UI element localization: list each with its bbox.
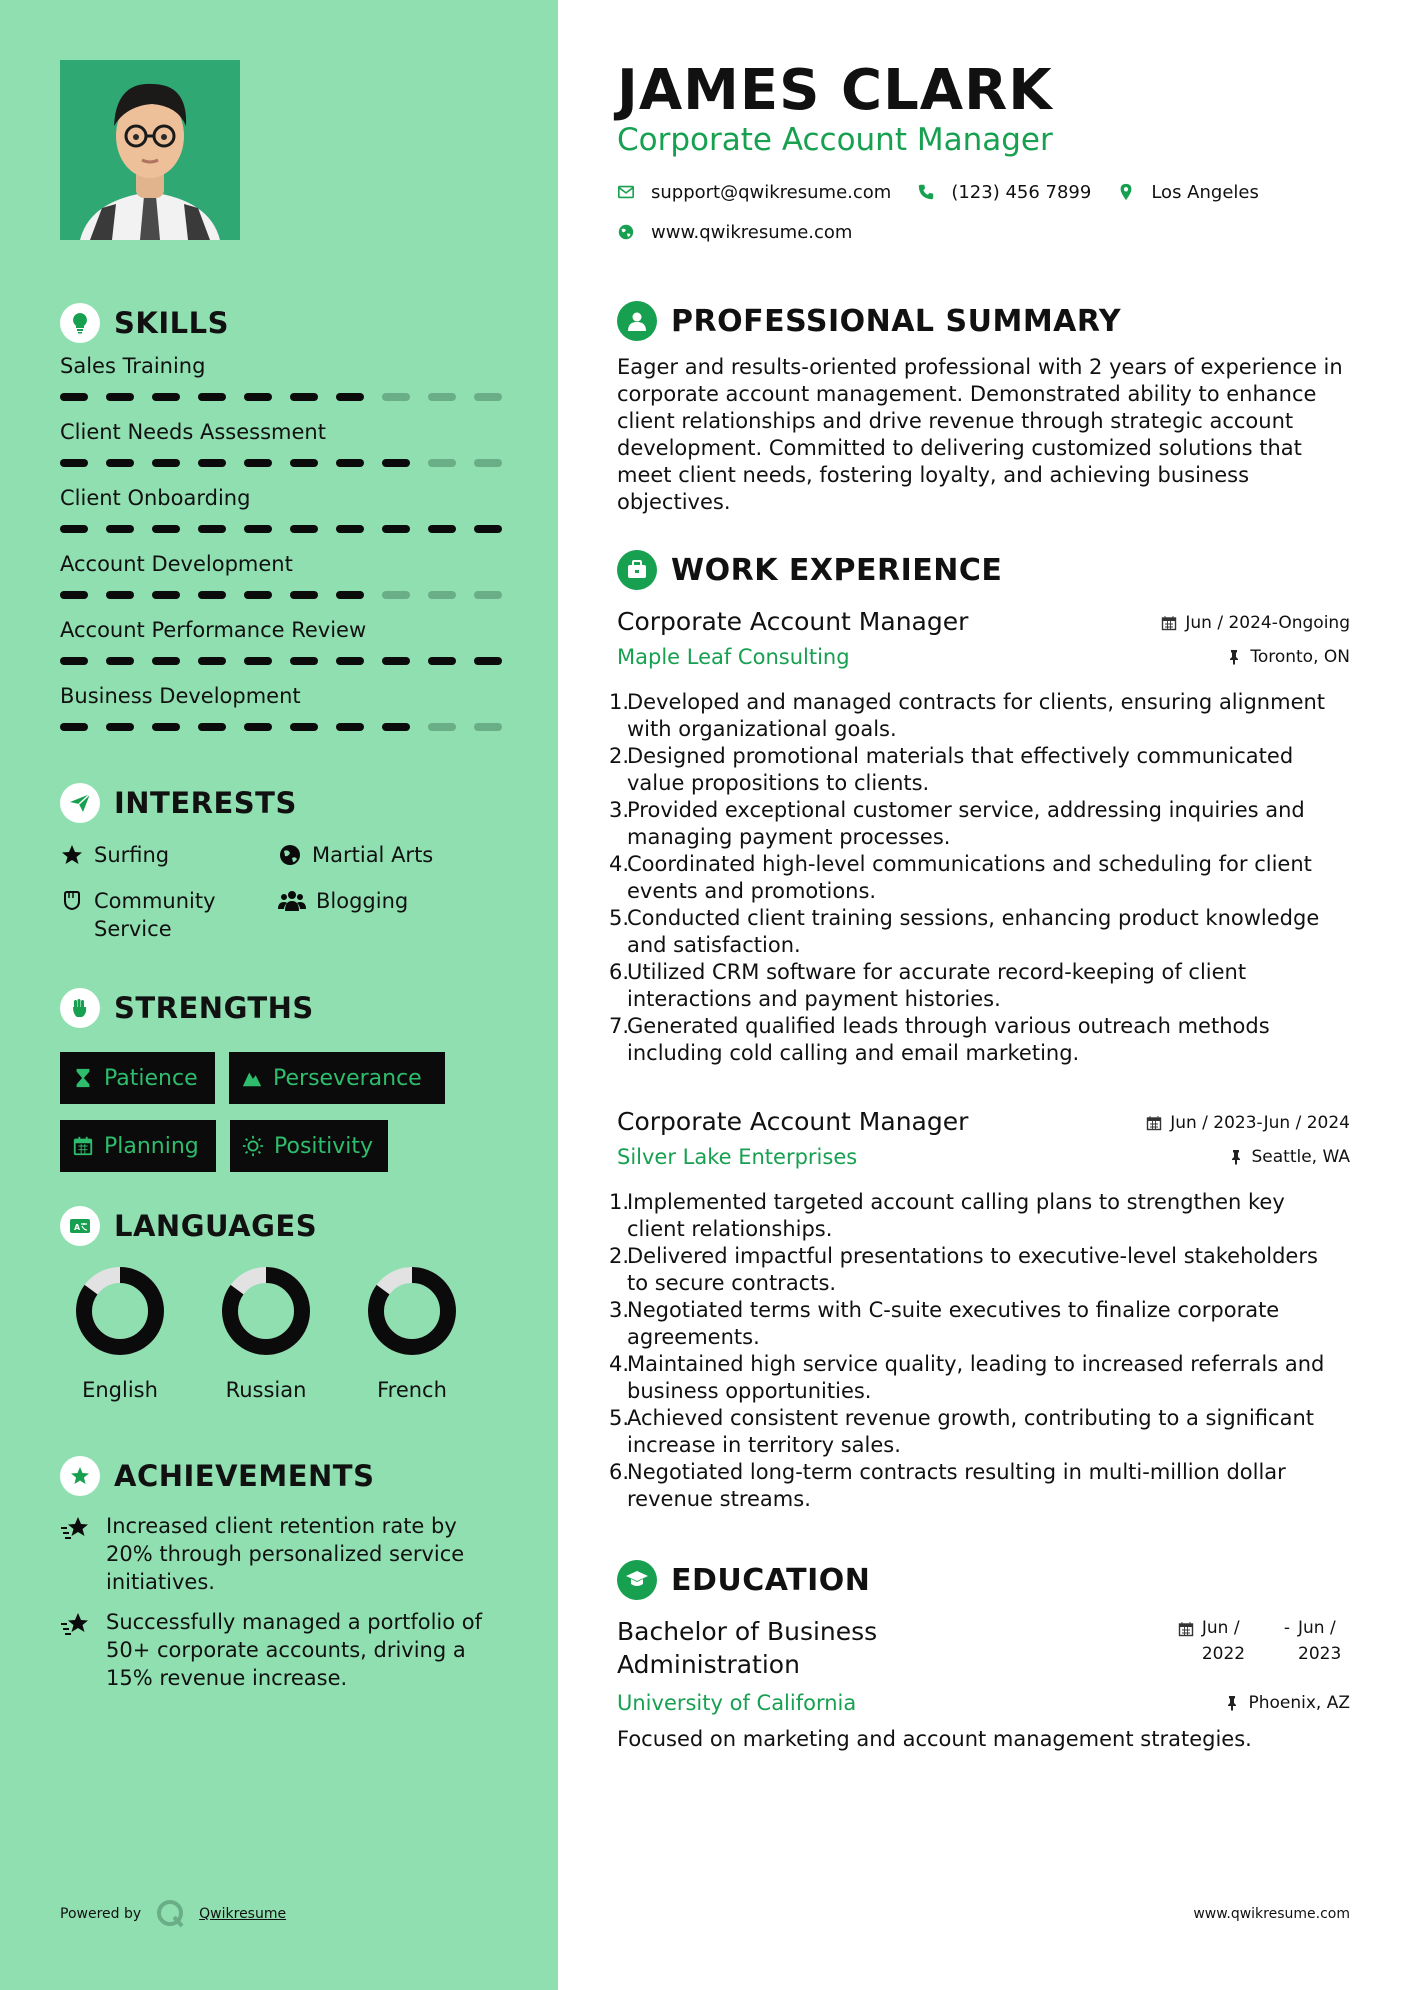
job-bullet-number: 5. <box>609 1406 630 1430</box>
interests-heading <box>60 783 500 823</box>
job-bullet <box>609 905 1350 959</box>
map-pin-icon <box>1117 183 1135 201</box>
powered-by-label: Powered by <box>60 1906 142 1922</box>
job-bullet <box>609 1351 1350 1405</box>
skill-label: Client Needs Assessment <box>60 420 326 444</box>
sidebar <box>0 0 558 1990</box>
job-bullet <box>609 1013 1350 1067</box>
achievement-item <box>60 1512 500 1596</box>
skill-dash-filled <box>244 591 272 599</box>
experience-section <box>609 549 1350 1513</box>
mountain-icon <box>241 1067 263 1089</box>
qwikresume-logo-icon <box>155 1898 187 1930</box>
achievement-text: Successfully managed a portfolio of 50+ corporate accounts, driving a 15% revenue increase. <box>106 1610 483 1690</box>
skills-heading <box>60 303 500 343</box>
strength-perseverance <box>229 1052 445 1104</box>
language-item <box>60 1266 180 1402</box>
job-bullet-number: 1. <box>609 690 630 714</box>
education-heading <box>617 1559 1350 1601</box>
job-bullet-text: Implemented targeted account calling plans to strengthen key client relationships. <box>627 1190 1285 1241</box>
skill-dash-empty <box>428 723 456 731</box>
envelope-icon <box>617 183 635 201</box>
job-bullet-number: 2. <box>609 744 630 768</box>
skill-dash-filled <box>152 591 180 599</box>
education-subheader <box>617 1691 1350 1725</box>
skill-dash-filled <box>336 723 364 731</box>
job-role: Corporate Account Manager <box>617 607 969 636</box>
achievements-title: ACHIEVEMENTS <box>114 1459 375 1493</box>
skill-dash-filled <box>382 525 410 533</box>
education-location <box>1224 1693 1350 1713</box>
interest-item-martial-arts <box>278 841 433 869</box>
email-text: support@qwikresume.com <box>651 181 892 203</box>
skill-dash-filled <box>106 393 134 401</box>
footer-url[interactable]: www.qwikresume.com <box>1193 1906 1350 1922</box>
skill-dash-filled <box>290 657 318 665</box>
strength-patience <box>60 1052 215 1104</box>
skill-dash-filled <box>290 393 318 401</box>
skill-dash-filled <box>106 723 134 731</box>
achievements-list <box>60 1512 500 1692</box>
education-title: EDUCATION <box>671 1562 871 1598</box>
achievement-item <box>60 1608 500 1692</box>
strength-label: Positivity <box>274 1133 374 1159</box>
skill-label: Account Development <box>60 552 293 576</box>
skill-dash-filled <box>336 525 364 533</box>
job-bullet-number: 3. <box>609 1298 630 1322</box>
languages-heading <box>60 1206 500 1246</box>
globe-icon <box>278 843 302 867</box>
job-bullet-number: 3. <box>609 798 630 822</box>
star-icon <box>60 843 84 867</box>
job-bullet-number: 6. <box>609 960 630 984</box>
skill-dash-filled <box>198 723 226 731</box>
website-text: www.qwikresume.com <box>651 221 853 243</box>
job-date <box>1161 613 1350 633</box>
interests-section <box>60 783 500 975</box>
job-date-text: Jun / 2024-Ongoing <box>1185 613 1350 633</box>
skill-dash-filled <box>152 393 180 401</box>
education-date <box>1178 1615 1350 1667</box>
user-icon <box>617 301 657 341</box>
language-item <box>352 1266 472 1402</box>
skill-dash-filled <box>336 459 364 467</box>
skill-dash-filled <box>382 657 410 665</box>
job-bullet-text: Delivered impactful presentations to executive-level stakeholders to secure contracts. <box>627 1244 1318 1295</box>
job-bullet-text: Negotiated terms with C-suite executives to finalize corporate agreements. <box>627 1298 1280 1349</box>
shooting-star-icon <box>60 1514 92 1542</box>
skill-dash-filled <box>152 723 180 731</box>
pin-icon <box>1224 1695 1240 1711</box>
skill-dash-filled <box>106 657 134 665</box>
interest-label: Community Service <box>94 889 216 941</box>
job-bullet <box>609 1405 1350 1459</box>
skill-rating-bar <box>60 723 500 731</box>
skill-dash-filled <box>382 459 410 467</box>
job-date <box>1146 1113 1350 1133</box>
job-location-text: Seattle, WA <box>1251 1147 1350 1167</box>
summary-heading <box>617 300 1350 342</box>
skill-dash-filled <box>290 525 318 533</box>
skill-dash-empty <box>382 591 410 599</box>
skill-dash-filled <box>152 459 180 467</box>
paper-plane-icon <box>60 783 100 823</box>
skill-dash-filled <box>428 525 456 533</box>
skill-dash-filled <box>152 657 180 665</box>
calendar-icon <box>1161 615 1177 631</box>
skill-dash-filled <box>474 657 502 665</box>
pin-icon <box>1228 1149 1244 1165</box>
strength-label: Planning <box>104 1133 199 1159</box>
skill-dash-filled <box>336 591 364 599</box>
job-location <box>1228 1147 1351 1167</box>
job-bullet-number: 4. <box>609 1352 630 1376</box>
job-role: Corporate Account Manager <box>617 1107 969 1136</box>
skill-dash-filled <box>60 591 88 599</box>
job-header <box>617 1107 1350 1145</box>
skill-dash-empty <box>428 459 456 467</box>
strength-label: Patience <box>104 1065 198 1091</box>
skill-rating-bar <box>60 459 500 467</box>
calendar-icon <box>1178 1621 1194 1637</box>
education-location-text: Phoenix, AZ <box>1248 1693 1350 1713</box>
hourglass-icon <box>72 1067 94 1089</box>
hand-icon <box>60 889 84 913</box>
job-bullet <box>609 743 1350 797</box>
globe-icon <box>617 223 635 241</box>
job-date-text: Jun / 2023-Jun / 2024 <box>1170 1113 1350 1133</box>
languages-title: LANGUAGES <box>114 1209 318 1243</box>
contact-row <box>617 180 1285 204</box>
education-header <box>617 1615 1350 1691</box>
skill-dash-filled <box>244 525 272 533</box>
job-bullet <box>609 1459 1350 1513</box>
job-location-text: Toronto, ON <box>1250 647 1350 667</box>
language-donut <box>75 1266 165 1356</box>
skill-dash-filled <box>106 591 134 599</box>
skill-dash-filled <box>290 591 318 599</box>
education-date-separator: - <box>1283 1618 1290 1638</box>
job-bullet-number: 7. <box>609 1014 630 1038</box>
skill-label: Client Onboarding <box>60 486 251 510</box>
skill-dash-filled <box>336 657 364 665</box>
job-bullet-text: Achieved consistent revenue growth, contributing to a significant increase in territory sales. <box>627 1406 1314 1457</box>
job-bullet-number: 6. <box>609 1460 630 1484</box>
skill-rating-bar <box>60 393 500 401</box>
job-bullet-text: Negotiated long-term contracts resulting in multi-million dollar revenue streams. <box>627 1460 1286 1511</box>
translate-icon <box>60 1206 100 1246</box>
job-bullet-number: 5. <box>609 906 630 930</box>
job-bullet-text: Provided exceptional customer service, addressing inquiries and managing payment processes. <box>627 798 1305 849</box>
profile-photo <box>60 60 240 240</box>
language-donut <box>367 1266 457 1356</box>
skill-dash-empty <box>428 393 456 401</box>
sun-icon <box>242 1135 264 1157</box>
contact-location <box>1117 182 1259 203</box>
skill-rating-bar <box>60 525 500 533</box>
jobs-list <box>609 607 1350 1513</box>
lightbulb-icon <box>60 303 100 343</box>
skill-dash-filled <box>244 393 272 401</box>
phone-text: (123) 456 7899 <box>951 181 1092 203</box>
star-badge-icon <box>60 1456 100 1496</box>
graduate-icon <box>617 1560 657 1600</box>
skill-item <box>60 681 500 747</box>
skill-dash-filled <box>60 525 88 533</box>
shooting-star-icon <box>60 1610 92 1638</box>
interest-item-blogging <box>278 887 408 915</box>
svg-text:A: A <box>74 1223 81 1232</box>
job-bullet-text: Utilized CRM software for accurate record-keeping of client interactions and payment histories. <box>627 960 1247 1011</box>
profile-photo-image <box>60 60 240 240</box>
skills-title: SKILLS <box>114 306 229 340</box>
skill-label: Business Development <box>60 684 301 708</box>
skill-dash-filled <box>382 723 410 731</box>
skill-dash-filled <box>290 459 318 467</box>
skill-dash-filled <box>244 657 272 665</box>
skill-rating-bar <box>60 591 500 599</box>
education-date-end: Jun / 2023 <box>1298 1618 1342 1664</box>
skill-item <box>60 483 500 549</box>
contact-email[interactable] <box>617 182 891 203</box>
interest-item-community-service <box>60 887 234 943</box>
skill-dash-filled <box>106 525 134 533</box>
strengths-section <box>60 988 500 1198</box>
languages-section <box>60 1206 500 1416</box>
skill-dash-empty <box>474 393 502 401</box>
skill-dash-filled <box>106 459 134 467</box>
skill-dash-filled <box>336 393 364 401</box>
skill-dash-filled <box>198 459 226 467</box>
job-company: Silver Lake Enterprises <box>617 1145 858 1169</box>
summary-title: PROFESSIONAL SUMMARY <box>671 303 1122 339</box>
contact-phone[interactable] <box>917 182 1091 203</box>
education-section <box>617 1559 1350 1751</box>
skill-dash-filled <box>60 393 88 401</box>
job-bullet <box>609 1297 1350 1351</box>
skill-rating-bar <box>60 657 500 665</box>
location-text: Los Angeles <box>1151 181 1259 203</box>
job-bullets <box>609 1189 1350 1513</box>
briefcase-icon <box>617 550 657 590</box>
interests-title: INTERESTS <box>114 786 297 820</box>
skill-dash-filled <box>60 723 88 731</box>
language-label: French <box>377 1378 447 1402</box>
skill-dash-filled <box>428 657 456 665</box>
skill-item <box>60 615 500 681</box>
job-company: Maple Leaf Consulting <box>617 645 850 669</box>
achievements-heading <box>60 1456 500 1496</box>
strength-positivity <box>230 1120 388 1172</box>
job-subheader <box>617 645 1350 681</box>
job-entry <box>609 1107 1350 1513</box>
strengths-list <box>60 1048 500 1198</box>
pin-icon <box>1226 649 1242 665</box>
job-bullet <box>609 797 1350 851</box>
experience-heading <box>617 549 1350 591</box>
candidate-name: JAMES CLARK <box>617 58 1053 123</box>
skill-dash-filled <box>474 525 502 533</box>
skill-dash-empty <box>474 723 502 731</box>
job-location <box>1226 647 1350 667</box>
contact-info <box>617 180 1285 260</box>
skill-dash-filled <box>244 723 272 731</box>
strengths-title: STRENGTHS <box>114 991 314 1025</box>
language-label: Russian <box>225 1378 307 1402</box>
users-icon <box>278 889 306 913</box>
job-bullet-text: Coordinated high-level communications and scheduling for client events and promotions. <box>627 852 1312 903</box>
interest-label: Blogging <box>316 889 409 913</box>
skills-list <box>60 351 500 747</box>
job-bullet-text: Generated qualified leads through various outreach methods including cold calling and email marketing. <box>627 1014 1270 1065</box>
fist-icon <box>60 988 100 1028</box>
job-subheader <box>617 1145 1350 1181</box>
interests-list <box>60 835 500 975</box>
job-bullet <box>609 959 1350 1013</box>
skill-dash-filled <box>244 459 272 467</box>
language-label: English <box>82 1378 158 1402</box>
job-entry <box>609 607 1350 1067</box>
languages-list <box>60 1266 500 1416</box>
skill-dash-filled <box>198 393 226 401</box>
skill-dash-filled <box>290 723 318 731</box>
skill-dash-filled <box>198 657 226 665</box>
job-bullet-text: Designed promotional materials that effectively communicated value propositions to clients. <box>627 744 1294 795</box>
job-bullet-number: 1. <box>609 1190 630 1214</box>
education-school: University of California <box>617 1691 857 1715</box>
job-bullet-number: 2. <box>609 1244 630 1268</box>
job-bullet-text: Developed and managed contracts for clients, ensuring alignment with organizational goals. <box>627 690 1326 741</box>
achievements-section <box>60 1456 500 1704</box>
strengths-heading <box>60 988 500 1028</box>
skills-section <box>60 303 500 747</box>
contact-website[interactable] <box>617 222 852 243</box>
candidate-title: Corporate Account Manager <box>617 122 1053 158</box>
job-bullet-text: Maintained high service quality, leading to increased referrals and business opportunities. <box>627 1352 1325 1403</box>
experience-title: WORK EXPERIENCE <box>671 552 1003 588</box>
calendar-icon <box>1146 1115 1162 1131</box>
skill-dash-empty <box>474 591 502 599</box>
interest-label: Martial Arts <box>312 843 434 867</box>
education-date-start: Jun / 2022 <box>1201 1618 1246 1664</box>
phone-icon <box>917 183 935 201</box>
interest-item-surfing <box>60 841 169 869</box>
skill-dash-filled <box>198 591 226 599</box>
skill-dash-empty <box>428 591 456 599</box>
skill-dash-filled <box>60 657 88 665</box>
qwikresume-link[interactable]: Qwikresume <box>199 1906 287 1922</box>
skill-dash-empty <box>474 459 502 467</box>
skill-label: Account Performance Review <box>60 618 367 642</box>
language-donut <box>221 1266 311 1356</box>
job-bullet <box>609 1189 1350 1243</box>
strength-label: Perseverance <box>273 1065 422 1091</box>
powered-by <box>60 1898 286 1930</box>
job-header <box>617 607 1350 645</box>
calendar-icon <box>72 1135 94 1157</box>
strength-planning <box>60 1120 216 1172</box>
job-bullet-text: Conducted client training sessions, enhancing product knowledge and satisfaction. <box>627 906 1320 957</box>
skill-label: Sales Training <box>60 354 206 378</box>
job-bullet <box>609 851 1350 905</box>
achievement-text: Increased client retention rate by 20% through personalized service initiatives. <box>106 1514 465 1594</box>
skill-item <box>60 417 500 483</box>
job-bullets <box>609 689 1350 1067</box>
skill-item <box>60 351 500 417</box>
skill-item <box>60 549 500 615</box>
skill-dash-filled <box>152 525 180 533</box>
summary-text: Eager and results-oriented professional with 2 years of experience in corporate account management. Demonstrated ability to enhance client relationships and drive revenue through strategic account development. Committed to delivering customized solutions that meet client needs, fostering loyalty, and achieving business objectives. <box>617 355 1343 514</box>
job-bullet <box>609 689 1350 743</box>
skill-dash-filled <box>60 459 88 467</box>
skill-dash-empty <box>382 393 410 401</box>
job-bullet <box>609 1243 1350 1297</box>
summary-section <box>617 300 1350 516</box>
contact-row <box>617 220 1285 244</box>
education-description: Focused on marketing and account management strategies. <box>617 1727 1252 1751</box>
language-item <box>206 1266 326 1402</box>
job-bullet-number: 4. <box>609 852 630 876</box>
skill-dash-filled <box>198 525 226 533</box>
education-degree: Bachelor of Business Administration <box>617 1617 878 1679</box>
interest-label: Surfing <box>94 843 170 867</box>
